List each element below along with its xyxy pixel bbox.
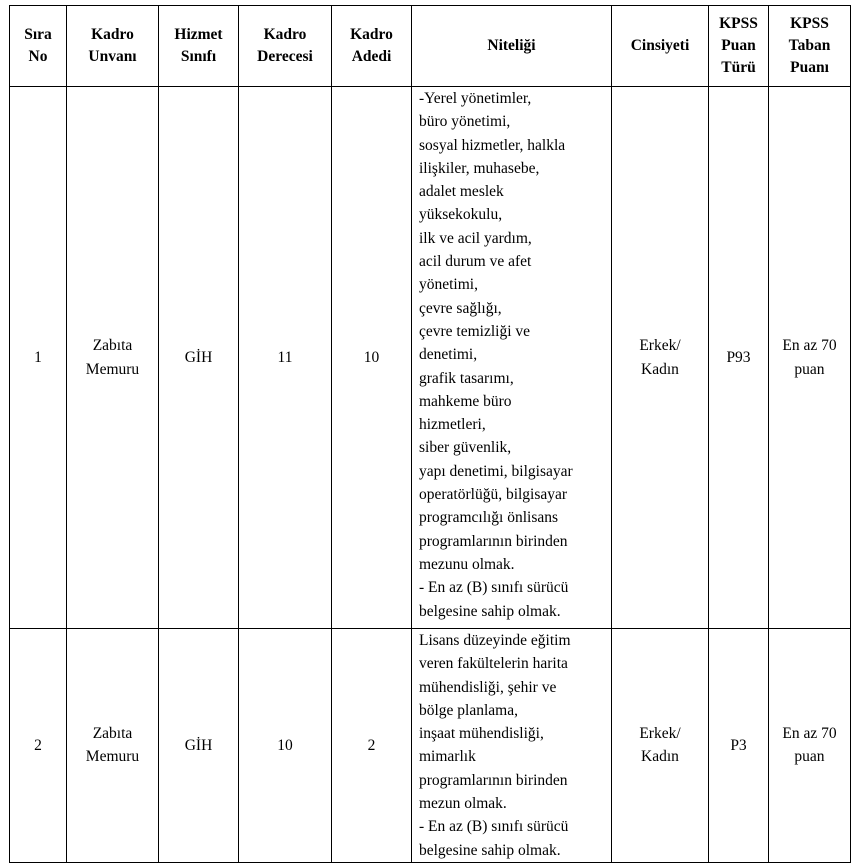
text-line: Zabıta	[92, 725, 133, 743]
text-line: 11	[277, 348, 293, 366]
text-line: adalet meslek	[419, 183, 504, 201]
text-line: bölge planlama,	[419, 701, 518, 719]
cell-kpss-puan-turu	[709, 629, 769, 863]
header-kadro-unvani	[67, 6, 159, 87]
text-line: En az 70	[782, 337, 837, 355]
text-line: acil durum ve afet	[419, 253, 532, 271]
text-line: - En az (B) sınıfı sürücü	[419, 818, 569, 836]
cell-hizmet-sinifi	[159, 87, 239, 629]
cell-kadro-unvani	[67, 87, 159, 629]
text-line: mezun olmak.	[419, 795, 507, 813]
text-line: mahkeme büro	[419, 392, 512, 410]
text-line: En az 70	[782, 725, 837, 743]
cell-kadro-adedi	[332, 87, 412, 629]
text-line: yapı denetimi, bilgisayar	[419, 462, 573, 480]
text-line: 10	[363, 348, 380, 366]
header-kadro-derecesi	[239, 6, 332, 87]
kadro-table	[9, 5, 851, 863]
cell-niteligi	[412, 629, 612, 863]
text-line: belgesine sahip olmak.	[419, 841, 561, 859]
cell-kadro-derecesi	[239, 629, 332, 863]
text-line: Kadro	[263, 26, 307, 43]
header-kpss-taban-puani	[769, 6, 851, 87]
text-line: çevre sağlığı,	[419, 299, 502, 317]
text-line: mühendisliği, şehir ve	[419, 678, 557, 696]
text-line: Kadın	[641, 748, 679, 766]
cell-kadro-unvani	[67, 629, 159, 863]
text-line: sosyal hizmetler, halkla	[419, 136, 566, 154]
header-row	[10, 6, 851, 87]
text-line: mimarlık	[419, 748, 476, 766]
text-line: yüksekokulu,	[419, 206, 503, 224]
text-line: Memuru	[85, 360, 140, 378]
text-line: veren fakültelerin harita	[419, 655, 568, 673]
cell-sira-no	[10, 87, 67, 629]
text-line: Adedi	[351, 48, 392, 65]
text-line: programlarının birinden	[419, 532, 568, 550]
text-line: Unvanı	[88, 48, 137, 65]
text-line: puan	[794, 360, 825, 378]
cell-cinsiyeti	[612, 629, 709, 863]
cell-kadro-derecesi	[239, 87, 332, 629]
text-line: Sıra	[24, 26, 52, 43]
text-line: Sınıfı	[180, 48, 217, 65]
text-line: Hizmet	[174, 26, 223, 43]
text-line: grafik tasarımı,	[419, 369, 514, 387]
text-line: Puanı	[790, 59, 829, 76]
text-line: 2	[367, 736, 376, 754]
cell-kpss-taban-puani	[769, 87, 851, 629]
text-line: GİH	[184, 736, 213, 754]
cell-hizmet-sinifi	[159, 629, 239, 863]
cell-kpss-puan-turu	[709, 87, 769, 629]
text-line: Kadro	[350, 26, 393, 43]
header-niteligi	[412, 6, 612, 87]
text-line: Puan	[721, 37, 756, 54]
text-line: siber güvenlik,	[419, 439, 512, 457]
text-line: yönetimi,	[419, 276, 478, 294]
text-line: mezunu olmak.	[419, 555, 515, 573]
cell-niteligi	[412, 87, 612, 629]
text-line: hizmetleri,	[419, 416, 486, 434]
text-line: 2	[34, 736, 42, 754]
header-sira-no	[10, 6, 67, 87]
text-line: -Yerel yönetimler,	[419, 90, 532, 107]
text-line: Cinsiyeti	[630, 37, 690, 54]
text-line: 1	[34, 348, 42, 366]
header-hizmet-sinifi	[159, 6, 239, 87]
table-row	[10, 629, 851, 863]
text-line: çevre temizliği ve	[419, 322, 531, 340]
text-line: programcılığı önlisans	[419, 509, 559, 527]
text-line: No	[28, 48, 48, 65]
text-line: Erkek/	[639, 725, 681, 743]
text-line: Derecesi	[257, 48, 313, 65]
header-kpss-puan-turu	[709, 6, 769, 87]
text-line: operatörlüğü, bilgisayar	[419, 486, 568, 504]
text-line: inşaat mühendisliği,	[419, 725, 544, 743]
text-line: belgesine sahip olmak.	[419, 602, 561, 620]
text-line: KPSS	[719, 15, 758, 32]
text-line: - En az (B) sınıfı sürücü	[419, 579, 569, 597]
cell-cinsiyeti	[612, 87, 709, 629]
text-line: büro yönetimi,	[419, 113, 511, 131]
header-cinsiyeti	[612, 6, 709, 87]
text-line: Memuru	[85, 748, 140, 766]
text-line: Kadro	[91, 26, 134, 43]
text-line: programlarının birinden	[419, 771, 568, 789]
text-line: ilk ve acil yardım,	[419, 229, 532, 247]
text-line: GİH	[184, 348, 213, 366]
table-row	[10, 87, 851, 629]
text-line: Erkek/	[639, 337, 681, 355]
text-line: Taban	[788, 37, 831, 54]
text-line: denetimi,	[419, 346, 478, 364]
text-line: KPSS	[790, 15, 829, 32]
header-kadro-adedi	[332, 6, 412, 87]
text-line: Zabıta	[92, 337, 133, 355]
text-line: ilişkiler, muhasebe,	[419, 159, 540, 177]
cell-kadro-adedi	[332, 629, 412, 863]
text-line: Türü	[721, 59, 756, 76]
text-line: puan	[794, 748, 825, 766]
cell-kpss-taban-puani	[769, 629, 851, 863]
cell-sira-no	[10, 629, 67, 863]
text-line: Kadın	[641, 360, 679, 378]
text-line: Lisans düzeyinde eğitim	[419, 632, 571, 649]
text-line: P93	[726, 348, 751, 366]
text-line: Niteliği	[487, 37, 536, 54]
text-line: 10	[277, 736, 293, 754]
text-line: P3	[730, 736, 747, 754]
